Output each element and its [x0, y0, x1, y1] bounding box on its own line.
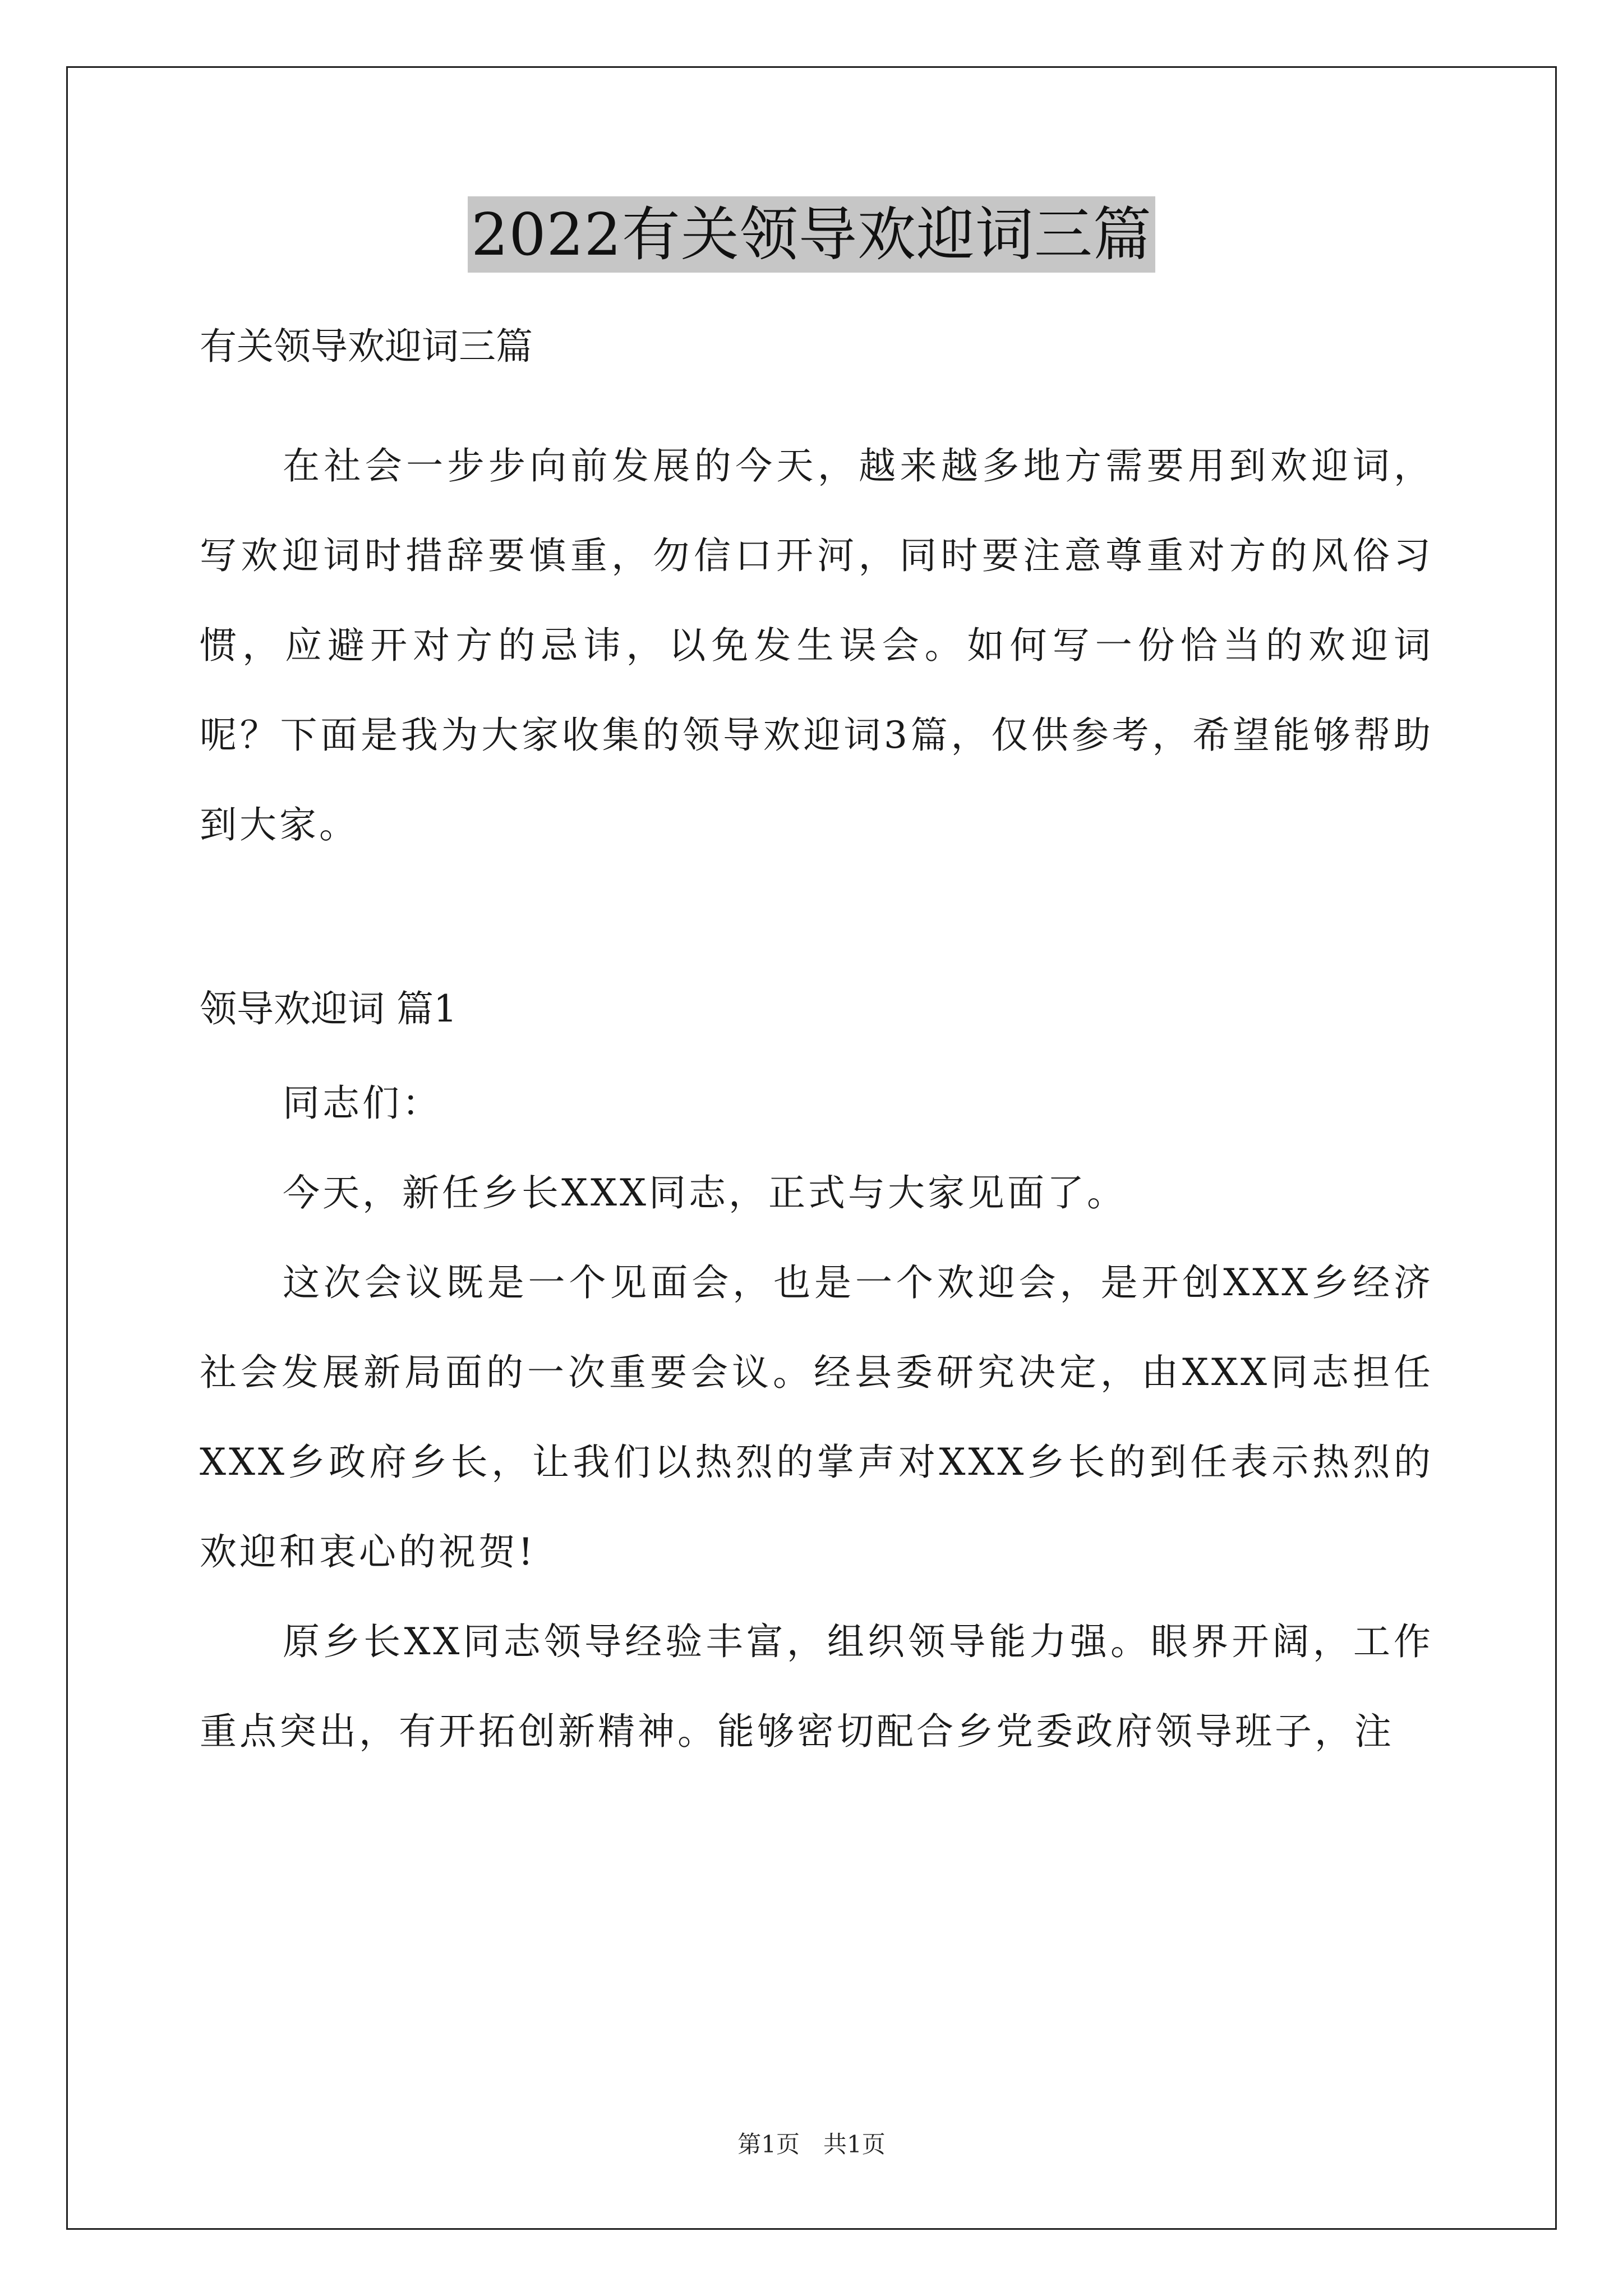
body-paragraph: 同志们： — [283, 1082, 442, 1125]
body-paragraph: 今天，新任乡长XXX同志，正式与大家见面了。 — [283, 1171, 1127, 1214]
body-paragraph: 原乡长XX同志领导经验丰富，组织领导能力强。眼界开阔，工作重点突出，有开拓创新精神。能够密切配合乡党委政府领导班子，注 — [200, 1620, 1433, 1753]
document-title: 2022有关领导欢迎词三篇 — [468, 196, 1155, 273]
document-body — [200, 320, 1433, 1777]
body-paragraph: 这次会议既是一个见面会，也是一个欢迎会，是开创XXX乡经济社会发展新局面的一次重要会议。经县委研究决定，由XXX同志担任XXX乡政府乡长，让我们以热烈的掌声对XXX乡长的到任表示热烈的欢迎和衷心的祝贺! — [200, 1261, 1433, 1573]
intro-paragraph: 在社会一步步向前发展的今天，越来越多地方需要用到欢迎词，写欢迎词时措辞要慎重，勿信口开河，同时要注意尊重对方的风俗习惯，应避开对方的忌讳，以免发生误会。如何写一份恰当的欢迎词呢？下面是我为大家收集的领导欢迎词3篇，仅供参考，希望能够帮助到大家。 — [200, 444, 1433, 846]
title-container — [0, 196, 1623, 273]
page-footer: 第1页 共1页 — [737, 2131, 886, 2158]
section-heading: 领导欢迎词 篇1 — [200, 987, 457, 1030]
document-subtitle: 有关领导欢迎词三篇 — [200, 325, 533, 368]
